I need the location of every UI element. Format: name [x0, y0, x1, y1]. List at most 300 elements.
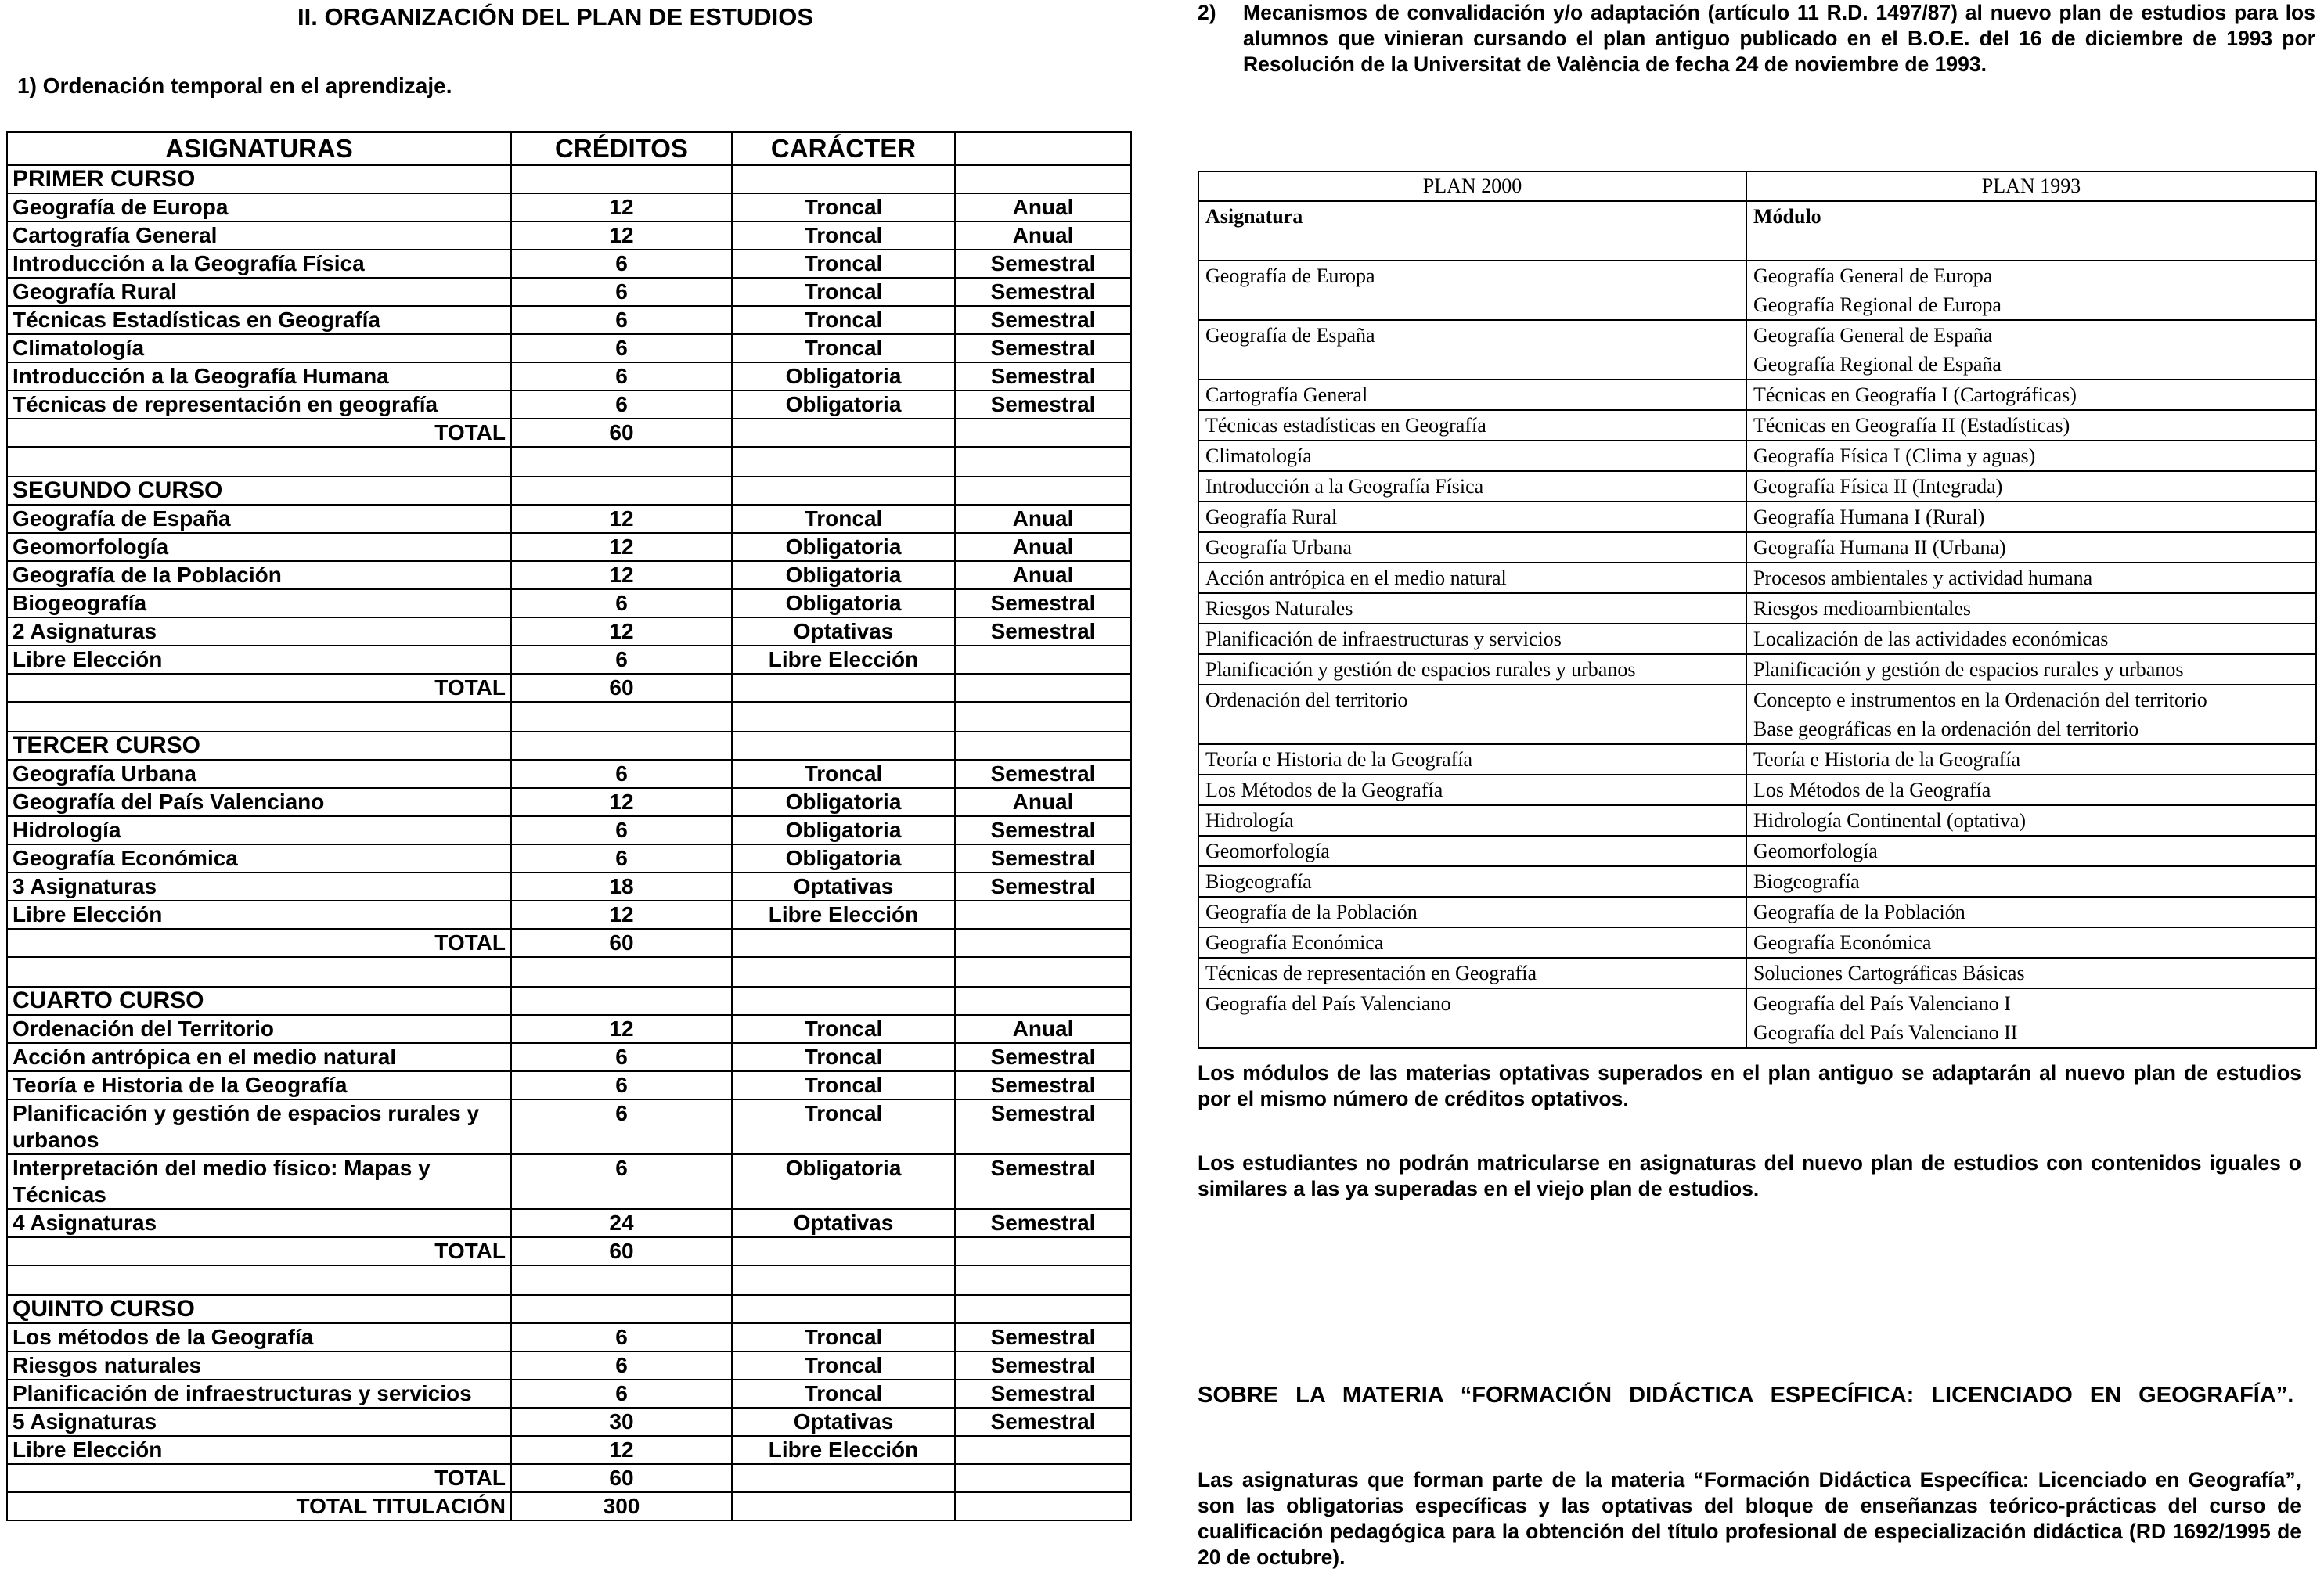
empty-cell	[732, 732, 955, 760]
subject-credits: 6	[511, 1351, 732, 1380]
subject-duration: Semestral	[955, 1154, 1131, 1209]
table-row	[7, 533, 1131, 561]
empty-cell	[7, 702, 511, 732]
subject-character: Obligatoria	[732, 589, 955, 617]
subject-duration: Semestral	[955, 873, 1131, 901]
subject-duration: Semestral	[955, 1071, 1131, 1099]
plan-1993-module: Geografía de la Población	[1753, 901, 1965, 923]
total-label: TOTAL	[7, 674, 511, 702]
subject-name: 2 Asignaturas	[7, 617, 511, 646]
subject-name: Acción antrópica en el medio natural	[7, 1043, 511, 1071]
empty-cell	[511, 447, 732, 477]
table-row	[7, 1015, 1131, 1043]
plan-1993-modules	[1746, 805, 2316, 836]
subject-credits: 6	[511, 334, 732, 362]
total-value: 60	[511, 419, 732, 447]
subject-duration: Semestral	[955, 250, 1131, 278]
subject-character: Libre Elección	[732, 901, 955, 929]
convalidation-row	[1198, 958, 2316, 988]
convalidation-row	[1198, 654, 2316, 685]
empty-cell	[732, 1464, 955, 1492]
total-label: TOTAL	[7, 419, 511, 447]
subject-duration: Semestral	[955, 306, 1131, 334]
subject-credits: 12	[511, 505, 732, 533]
subject-credits: 6	[511, 844, 732, 873]
empty-cell	[511, 165, 732, 193]
total-value: 60	[511, 1237, 732, 1265]
convalidation-row	[1198, 380, 2316, 410]
plan-1993-modules	[1746, 897, 2316, 927]
plan-1993-modules	[1746, 866, 2316, 897]
plan-1993-modules	[1746, 927, 2316, 958]
subject-credits: 12	[511, 561, 732, 589]
subject-name: Libre Elección	[7, 646, 511, 674]
table-row	[7, 278, 1131, 306]
subject-name: Hidrología	[7, 816, 511, 844]
page-title: II. ORGANIZACIÓN DEL PLAN DE ESTUDIOS	[297, 3, 814, 31]
convalidation-row	[1198, 866, 2316, 897]
table-row	[7, 390, 1131, 419]
table-row	[7, 334, 1131, 362]
table-row	[7, 1351, 1131, 1380]
note-optativas: Los módulos de las materias optativas superados en el plan antiguo se adaptarán al nuevo plan de estudios por el mismo número de créditos optativos.	[1198, 1061, 2301, 1110]
subject-name: Interpretación del medio físico: Mapas y Técnicas	[7, 1154, 511, 1209]
empty-cell	[732, 1237, 955, 1265]
subject-credits: 6	[511, 278, 732, 306]
section-2-number: 2)	[1198, 1, 1216, 24]
empty-cell	[511, 987, 732, 1015]
table-row	[7, 816, 1131, 844]
empty-cell	[511, 732, 732, 760]
plan-1993-module: Localización de las actividades económicas	[1753, 628, 2109, 650]
convalidation-row	[1198, 805, 2316, 836]
total-value: 60	[511, 1464, 732, 1492]
plan-1993-module: Técnicas en Geografía I (Cartográficas)	[1753, 383, 2077, 406]
empty-cell	[955, 732, 1131, 760]
subject-character: Obligatoria	[732, 1154, 955, 1209]
plan-2000-subject: Biogeografía	[1198, 866, 1746, 897]
subject-name: Los métodos de la Geografía	[7, 1323, 511, 1351]
plan-2000-subject: Técnicas de representación en Geografía	[1198, 958, 1746, 988]
subject-character: Libre Elección	[732, 646, 955, 674]
right-column	[1198, 0, 2324, 1594]
course-title: PRIMER CURSO	[7, 165, 511, 193]
empty-cell	[955, 1492, 1131, 1520]
plan-1993-module: Planificación y gestión de espacios rurales y urbanos	[1753, 658, 2184, 681]
subject-character: Obligatoria	[732, 788, 955, 816]
plan-1993-module: Geografía Humana I (Rural)	[1753, 506, 1985, 528]
subject-duration: Semestral	[955, 844, 1131, 873]
subject-character: Troncal	[732, 1043, 955, 1071]
subject-duration: Semestral	[955, 1043, 1131, 1071]
subject-name: Geografía de la Población	[7, 561, 511, 589]
plan-2000-subject: Ordenación del territorio	[1198, 685, 1746, 744]
convalidation-row	[1198, 775, 2316, 805]
empty-cell	[511, 702, 732, 732]
table-row	[7, 1380, 1131, 1408]
table-row	[7, 306, 1131, 334]
empty-cell	[732, 702, 955, 732]
plan-1993-module: Biogeografía	[1753, 870, 1860, 893]
empty-cell	[955, 987, 1131, 1015]
table-row	[7, 589, 1131, 617]
plan-1993-module: Geomorfología	[1753, 840, 1878, 862]
subject-credits: 6	[511, 306, 732, 334]
subject-duration: Semestral	[955, 390, 1131, 419]
subject-name: Introducción a la Geografía Física	[7, 250, 511, 278]
subject-duration: Semestral	[955, 1380, 1131, 1408]
plan-1993-module: Procesos ambientales y actividad humana	[1753, 567, 2093, 589]
convalidation-header-row	[1198, 171, 2316, 201]
subject-duration: Semestral	[955, 1323, 1131, 1351]
table-row	[7, 1436, 1131, 1464]
subject-name: Técnicas Estadísticas en Geografía	[7, 306, 511, 334]
subject-credits: 12	[511, 533, 732, 561]
subject-character: Obligatoria	[732, 816, 955, 844]
subject-credits: 12	[511, 617, 732, 646]
empty-cell	[511, 477, 732, 505]
subject-credits: 12	[511, 901, 732, 929]
table-row	[7, 617, 1131, 646]
table-row	[7, 362, 1131, 390]
table-row	[7, 1323, 1131, 1351]
subject-credits: 12	[511, 788, 732, 816]
plan-1993-module: Geografía del País Valenciano II	[1753, 1021, 2018, 1044]
plan-2000-subject: Los Métodos de la Geografía	[1198, 775, 1746, 805]
total-row	[7, 419, 1131, 447]
plan-2000-subject: Acción antrópica en el medio natural	[1198, 563, 1746, 593]
spacer-row	[7, 957, 1131, 987]
subject-duration: Semestral	[955, 617, 1131, 646]
subject-name: Cartografía General	[7, 221, 511, 250]
subheader-modulo: Módulo	[1746, 201, 2316, 261]
subject-name: Planificación de infraestructuras y servicios	[7, 1380, 511, 1408]
table-row	[7, 1071, 1131, 1099]
plan-2000-subject: Planificación y gestión de espacios rurales y urbanos	[1198, 654, 1746, 685]
subject-duration: Semestral	[955, 1351, 1131, 1380]
plan-1993-modules	[1746, 532, 2316, 563]
subheader-asignatura: Asignatura	[1198, 201, 1746, 261]
subject-name: Biogeografía	[7, 589, 511, 617]
empty-cell	[732, 1492, 955, 1520]
empty-cell	[732, 1265, 955, 1295]
subject-credits: 12	[511, 1015, 732, 1043]
subject-credits: 6	[511, 390, 732, 419]
convalidation-row	[1198, 624, 2316, 654]
convalidation-body	[1198, 261, 2316, 1048]
empty-cell	[732, 929, 955, 957]
plan-2000-subject: Teoría e Historia de la Geografía	[1198, 744, 1746, 775]
empty-cell	[732, 419, 955, 447]
empty-cell	[955, 165, 1131, 193]
table-row	[7, 901, 1131, 929]
plan-1993-module: Geografía Económica	[1753, 931, 1932, 954]
subject-character: Troncal	[732, 250, 955, 278]
course-title: QUINTO CURSO	[7, 1295, 511, 1323]
course-title: CUARTO CURSO	[7, 987, 511, 1015]
subject-character: Obligatoria	[732, 561, 955, 589]
header-asignaturas: ASIGNATURAS	[7, 132, 511, 165]
subject-character: Optativas	[732, 617, 955, 646]
plan-1993-modules	[1746, 441, 2316, 471]
subject-duration	[955, 646, 1131, 674]
empty-cell	[955, 1237, 1131, 1265]
subject-name: Geografía Económica	[7, 844, 511, 873]
subject-name: Geografía Urbana	[7, 760, 511, 788]
spacer-row	[7, 702, 1131, 732]
convalidation-row	[1198, 685, 2316, 744]
grand-total-label: TOTAL TITULACIÓN	[7, 1492, 511, 1520]
plan-1993-modules	[1746, 775, 2316, 805]
subject-duration: Semestral	[955, 1099, 1131, 1154]
table-row	[7, 1408, 1131, 1436]
subject-name: Geografía del País Valenciano	[7, 788, 511, 816]
course-title-row	[7, 477, 1131, 505]
table-row	[7, 505, 1131, 533]
subject-character: Troncal	[732, 1099, 955, 1154]
total-row	[7, 929, 1131, 957]
subject-credits: 6	[511, 250, 732, 278]
table-row	[7, 250, 1131, 278]
table-row	[7, 1154, 1131, 1209]
table-row	[7, 221, 1131, 250]
subject-credits: 6	[511, 1043, 732, 1071]
subject-credits: 6	[511, 1380, 732, 1408]
course-title: SEGUNDO CURSO	[7, 477, 511, 505]
grand-total-value: 300	[511, 1492, 732, 1520]
section-2-text: Mecanismos de convalidación y/o adaptación (artículo 11 R.D. 1497/87) al nuevo plan de estudios para los alumnos que vinieran cursando el plan antiguo publicado en el B.O.E. del 16 de diciembre de 1993 por Resolución de la Universitat de València de fecha 24 de noviembre de 1993.	[1243, 1, 2315, 76]
table-row	[7, 1209, 1131, 1237]
plan-1993-modules	[1746, 654, 2316, 685]
empty-cell	[511, 1265, 732, 1295]
subject-character: Obligatoria	[732, 844, 955, 873]
plan-1993-module: Soluciones Cartográficas Básicas	[1753, 962, 2025, 984]
subject-duration: Anual	[955, 788, 1131, 816]
subject-character: Troncal	[732, 193, 955, 221]
total-row	[7, 1464, 1131, 1492]
plan-1993-module: Técnicas en Geografía II (Estadísticas)	[1753, 414, 2070, 437]
empty-cell	[955, 477, 1131, 505]
header-caracter: CARÁCTER	[732, 132, 955, 165]
plan-2000-subject: Geografía de la Población	[1198, 897, 1746, 927]
section-2-heading	[1198, 0, 2315, 77]
empty-cell	[955, 674, 1131, 702]
subject-character: Troncal	[732, 760, 955, 788]
plan-1993-module: Geografía Física I (Clima y aguas)	[1753, 444, 2036, 467]
subject-credits: 6	[511, 760, 732, 788]
subject-character: Obligatoria	[732, 390, 955, 419]
plan-1993-modules	[1746, 410, 2316, 441]
plan-2000-subject: Planificación de infraestructuras y servicios	[1198, 624, 1746, 654]
table-row	[7, 1043, 1131, 1071]
convalidation-row	[1198, 836, 2316, 866]
plan-1993-modules	[1746, 471, 2316, 502]
empty-cell	[7, 447, 511, 477]
subject-credits: 30	[511, 1408, 732, 1436]
left-column	[0, 0, 1143, 1594]
plan-1993-module: Geografía Regional de España	[1753, 353, 2002, 376]
course-title-row	[7, 987, 1131, 1015]
subject-duration: Anual	[955, 533, 1131, 561]
header-plan-1993: PLAN 1993	[1746, 171, 2316, 201]
plan-1993-modules	[1746, 261, 2316, 320]
plan-1993-modules	[1746, 685, 2316, 744]
header-duration	[955, 132, 1131, 165]
plan-1993-modules	[1746, 988, 2316, 1048]
plan-2000-subject: Cartografía General	[1198, 380, 1746, 410]
convalidation-row	[1198, 744, 2316, 775]
plan-2000-subject: Geografía de España	[1198, 320, 1746, 380]
convalidation-row	[1198, 927, 2316, 958]
subject-name: 3 Asignaturas	[7, 873, 511, 901]
plan-1993-modules	[1746, 502, 2316, 532]
convalidation-subheader-row	[1198, 201, 2316, 261]
empty-cell	[732, 674, 955, 702]
subject-character: Troncal	[732, 505, 955, 533]
empty-cell	[955, 929, 1131, 957]
empty-cell	[511, 1295, 732, 1323]
subject-character: Troncal	[732, 221, 955, 250]
subject-duration: Semestral	[955, 278, 1131, 306]
subject-name: 4 Asignaturas	[7, 1209, 511, 1237]
subject-credits: 18	[511, 873, 732, 901]
plan-1993-module: Teoría e Historia de la Geografía	[1753, 748, 2021, 771]
table-row	[7, 788, 1131, 816]
convalidation-row	[1198, 897, 2316, 927]
plan-1993-modules	[1746, 624, 2316, 654]
empty-cell	[732, 1295, 955, 1323]
plan-1993-module: Geografía Física II (Integrada)	[1753, 475, 2003, 498]
empty-cell	[732, 957, 955, 987]
plan-2000-subject: Geografía Urbana	[1198, 532, 1746, 563]
convalidation-row	[1198, 441, 2316, 471]
table-header-row	[7, 132, 1131, 165]
plan-1993-modules	[1746, 380, 2316, 410]
course-title: TERCER CURSO	[7, 732, 511, 760]
convalidation-row	[1198, 320, 2316, 380]
convalidation-row	[1198, 563, 2316, 593]
subject-duration: Semestral	[955, 334, 1131, 362]
plan-1993-module: Concepto e instrumentos en la Ordenación del territorio	[1753, 689, 2207, 711]
subject-credits: 6	[511, 362, 732, 390]
plan-1993-module: Geografía del País Valenciano I	[1753, 992, 2011, 1015]
subject-name: Geografía Rural	[7, 278, 511, 306]
plan-1993-module: Geografía Humana II (Urbana)	[1753, 536, 2006, 559]
subject-name: Teoría e Historia de la Geografía	[7, 1071, 511, 1099]
plan-2000-subject: Geografía del País Valenciano	[1198, 988, 1746, 1048]
study-plan-body	[7, 165, 1131, 1520]
plan-1993-modules	[1746, 593, 2316, 624]
convalidation-row	[1198, 593, 2316, 624]
course-title-row	[7, 1295, 1131, 1323]
subject-name: Climatología	[7, 334, 511, 362]
spacer-row	[7, 447, 1131, 477]
subject-name: Introducción a la Geografía Humana	[7, 362, 511, 390]
subject-character: Troncal	[732, 1071, 955, 1099]
empty-cell	[955, 1295, 1131, 1323]
empty-cell	[732, 987, 955, 1015]
subject-credits: 6	[511, 816, 732, 844]
convalidation-row	[1198, 502, 2316, 532]
plan-1993-module: Base geográficas en la ordenación del territorio	[1753, 718, 2139, 740]
plan-1993-module: Riesgos medioambientales	[1753, 597, 1972, 620]
plan-2000-subject: Geografía Rural	[1198, 502, 1746, 532]
section-1-heading: 1) Ordenación temporal en el aprendizaje.	[17, 74, 452, 98]
plan-2000-subject: Técnicas estadísticas en Geografía	[1198, 410, 1746, 441]
subject-name: Libre Elección	[7, 1436, 511, 1464]
subject-duration: Anual	[955, 193, 1131, 221]
subject-duration: Semestral	[955, 589, 1131, 617]
subject-character: Obligatoria	[732, 533, 955, 561]
table-row	[7, 873, 1131, 901]
subject-duration: Semestral	[955, 362, 1131, 390]
convalidation-row	[1198, 532, 2316, 563]
empty-cell	[732, 447, 955, 477]
plan-1993-modules	[1746, 836, 2316, 866]
subject-duration	[955, 901, 1131, 929]
subject-credits: 12	[511, 193, 732, 221]
subject-name: 5 Asignaturas	[7, 1408, 511, 1436]
subject-duration: Semestral	[955, 1408, 1131, 1436]
subject-character: Troncal	[732, 278, 955, 306]
plan-2000-subject: Riesgos Naturales	[1198, 593, 1746, 624]
subject-duration: Semestral	[955, 1209, 1131, 1237]
empty-cell	[955, 447, 1131, 477]
table-row	[7, 844, 1131, 873]
plan-1993-module: Los Métodos de la Geografía	[1753, 779, 1991, 801]
convalidation-row	[1198, 410, 2316, 441]
table-row	[7, 646, 1131, 674]
empty-cell	[7, 1265, 511, 1295]
subject-duration	[955, 1436, 1131, 1464]
total-row	[7, 674, 1131, 702]
plan-2000-subject: Climatología	[1198, 441, 1746, 471]
empty-cell	[955, 1464, 1131, 1492]
study-plan-table	[6, 131, 1132, 1521]
table-row	[7, 561, 1131, 589]
note-matricula: Los estudiantes no podrán matricularse en asignaturas del nuevo plan de estudios con contenidos iguales o similares a las ya superadas en el viejo plan de estudios.	[1198, 1151, 2301, 1200]
table-row	[7, 193, 1131, 221]
plan-1993-modules	[1746, 563, 2316, 593]
subject-duration: Anual	[955, 505, 1131, 533]
course-title-row	[7, 732, 1131, 760]
subject-character: Optativas	[732, 1408, 955, 1436]
plan-1993-modules	[1746, 744, 2316, 775]
total-label: TOTAL	[7, 929, 511, 957]
empty-cell	[955, 1265, 1131, 1295]
subject-character: Optativas	[732, 1209, 955, 1237]
subject-name: Técnicas de representación en geografía	[7, 390, 511, 419]
convalidation-row	[1198, 988, 2316, 1048]
subject-name: Geomorfología	[7, 533, 511, 561]
plan-1993-modules	[1746, 320, 2316, 380]
plan-1993-module: Hidrología Continental (optativa)	[1753, 809, 2027, 832]
subject-credits: 6	[511, 1154, 732, 1209]
empty-cell	[955, 702, 1131, 732]
subject-credits: 6	[511, 1071, 732, 1099]
convalidation-row	[1198, 471, 2316, 502]
total-label: TOTAL	[7, 1464, 511, 1492]
subject-character: Libre Elección	[732, 1436, 955, 1464]
subject-character: Troncal	[732, 1015, 955, 1043]
table-row	[7, 760, 1131, 788]
plan-2000-subject: Geografía Económica	[1198, 927, 1746, 958]
subject-name: Planificación y gestión de espacios rurales y urbanos	[7, 1099, 511, 1154]
subject-credits: 24	[511, 1209, 732, 1237]
subject-duration: Semestral	[955, 816, 1131, 844]
total-value: 60	[511, 929, 732, 957]
empty-cell	[955, 419, 1131, 447]
